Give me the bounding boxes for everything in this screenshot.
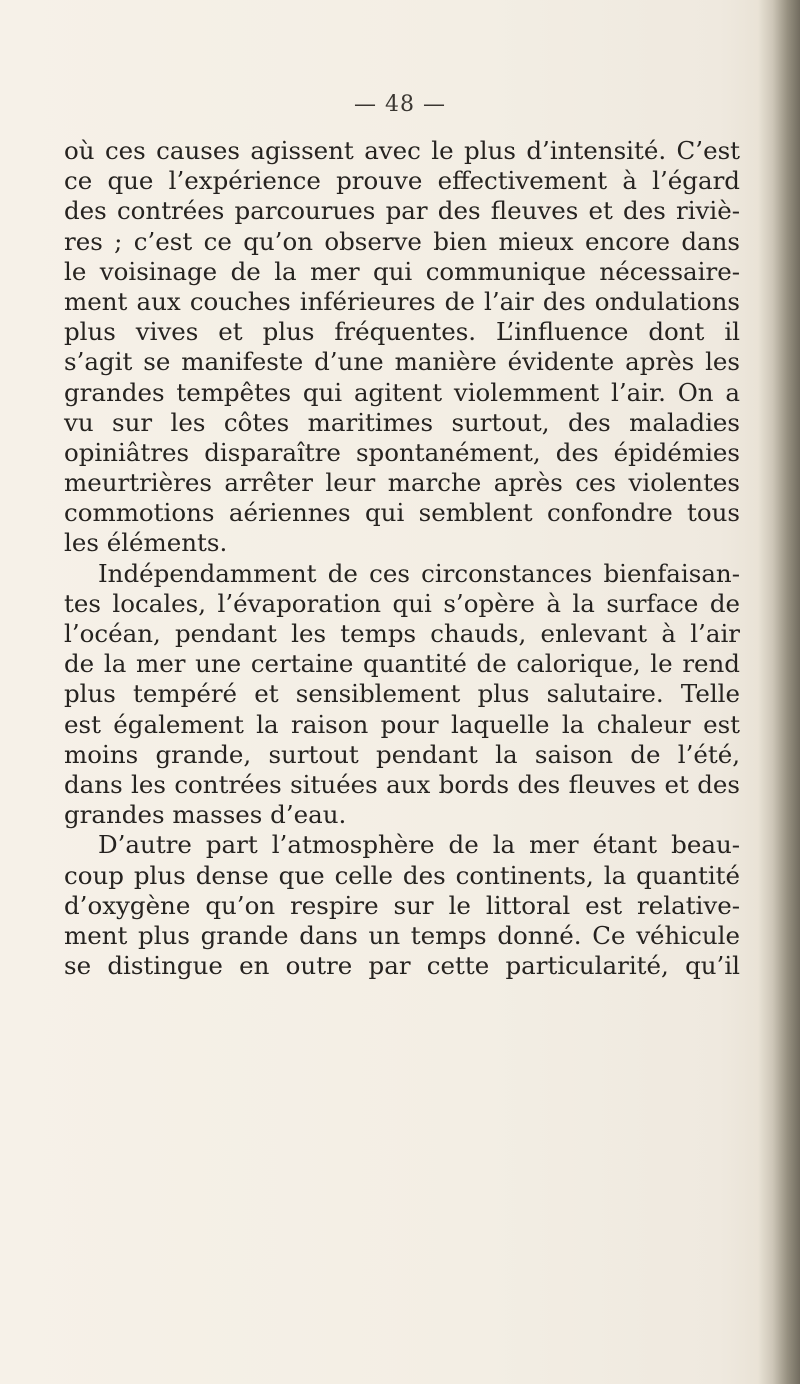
- text-line: des contrées parcourues par des fleuves et des riviè-: [64, 196, 740, 226]
- text-line: est également la raison pour laquelle la chaleur est: [64, 709, 740, 739]
- text-line: Indépendamment de ces circonstances bienfaisan-: [98, 558, 740, 588]
- text-line: vu sur les côtes maritimes surtout, des maladies: [64, 407, 740, 437]
- text-line: plus vives et plus fréquentes. L’influence dont il: [64, 317, 740, 347]
- text-line: d’oxygène qu’on respire sur le littoral est relative-: [64, 890, 740, 920]
- text-line: dans les contrées situées aux bords des fleuves et des: [64, 769, 740, 799]
- body-text: [64, 136, 740, 981]
- text-line: s’agit se manifeste d’une manière évidente après les: [64, 347, 740, 377]
- text-line: ment aux couches inférieures de l’air des ondulations: [64, 286, 740, 316]
- text-line: meurtrières arrêter leur marche après ces violentes: [64, 468, 740, 498]
- text-line: grandes tempêtes qui agitent violemment l’air. On a: [64, 377, 740, 407]
- text-line: res ; c’est ce qu’on observe bien mieux encore dans: [64, 226, 740, 256]
- text-line: D’autre part l’atmosphère de la mer étant beau-: [98, 830, 740, 860]
- text-line: les éléments.: [64, 528, 228, 558]
- text-line: le voisinage de la mer qui communique nécessaire-: [64, 256, 740, 286]
- text-line: grandes masses d’eau.: [64, 800, 347, 830]
- text-line: où ces causes agissent avec le plus d’intensité. C’est: [64, 136, 740, 165]
- text-line: ment plus grande dans un temps donné. Ce véhicule: [64, 920, 740, 950]
- page-spine-shadow: [758, 0, 800, 1384]
- text-line: commotions aériennes qui semblent confondre tous: [64, 498, 740, 528]
- text-line: ce que l’expérience prouve effectivement à l’égard: [64, 166, 740, 196]
- text-line: de la mer une certaine quantité de calorique, le rend: [64, 649, 740, 679]
- text-line: opiniâtres disparaître spontanément, des épidémies: [64, 437, 740, 467]
- text-line: plus tempéré et sensiblement plus salutaire. Telle: [64, 679, 740, 709]
- text-line: tes locales, l’évaporation qui s’opère à la surface de: [64, 588, 740, 618]
- text-line: l’océan, pendant les temps chauds, enlevant à l’air: [64, 619, 740, 648]
- text-line: se distingue en outre par cette particularité, qu’il: [64, 951, 740, 981]
- text-line: coup plus dense que celle des continents, la quantité: [64, 860, 740, 890]
- page-number: — 48 —: [354, 92, 446, 117]
- text-line: moins grande, surtout pendant la saison de l’été,: [64, 739, 740, 769]
